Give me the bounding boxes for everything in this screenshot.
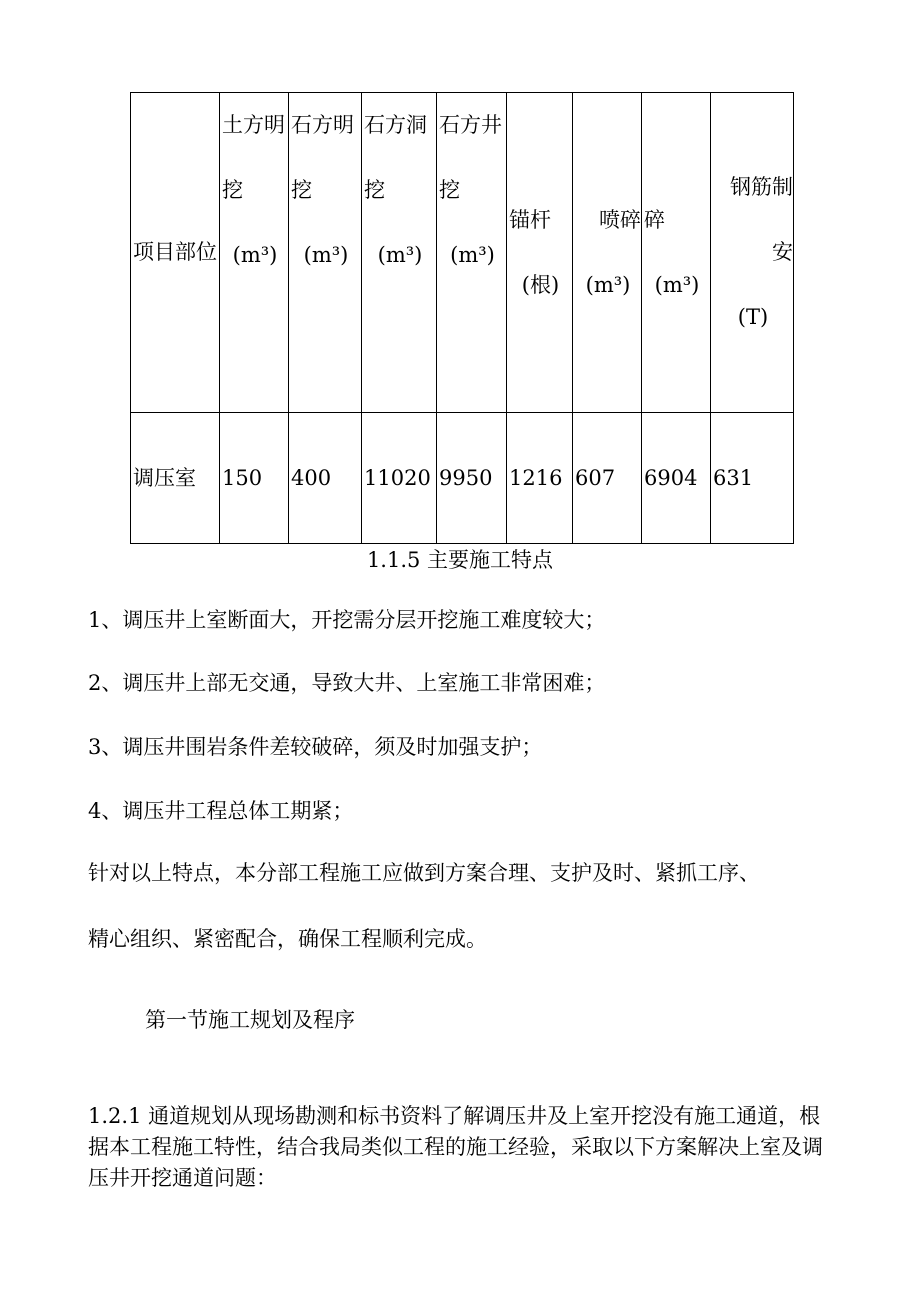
quantity-table [130, 92, 794, 544]
header-unit: (m³) [232, 243, 278, 267]
table-header-row [131, 93, 794, 413]
table-cell [131, 413, 220, 544]
header-unit: (m³) [585, 272, 631, 297]
header-label: 喷碎 [599, 207, 641, 232]
header-unit: (m³) [377, 243, 423, 267]
table-cell [507, 413, 573, 544]
feature-point: 2、调压井上部无交通，导致大井、上室施工非常困难； [88, 671, 606, 695]
header-cell [131, 93, 220, 413]
cell-value: 9950 [439, 465, 493, 490]
header-cell [362, 93, 437, 413]
subsection-title: 第一节施工规划及程序 [145, 1008, 355, 1032]
header-cell [437, 93, 507, 413]
body-paragraph: 1.2.1 通道规划从现场勘测和标书资料了解调压井及上室开挖没有施工通道，根据本工程施工特性，结合我局类似工程的施工经验，采取以下方案解决上室及调压井开挖通道问题： [88, 1104, 823, 1190]
header-unit: (m³) [303, 243, 349, 267]
header-cell [642, 93, 711, 413]
summary-line: 精心组织、紧密配合，确保工程顺利完成。 [88, 927, 487, 951]
cell-value: 150 [222, 465, 263, 490]
cell-value: 631 [713, 465, 754, 490]
cell-value: 1216 [509, 465, 563, 490]
table-cell [362, 413, 437, 544]
feature-point: 3、调压井围岩条件差较破碎，须及时加强支护； [88, 735, 543, 759]
header-label: 项目部位 [133, 240, 217, 264]
header-label: 钢筋制安 [730, 175, 793, 264]
header-unit: (T) [737, 305, 769, 329]
header-label: 土方明挖 [222, 113, 285, 202]
table-cell [220, 413, 289, 544]
cell-value: 400 [291, 465, 332, 490]
header-cell [573, 93, 642, 413]
header-label: 碎 [644, 207, 665, 232]
table-cell [711, 413, 794, 544]
summary-line: 针对以上特点，本分部工程施工应做到方案合理、支护及时、紧抓工序、 [88, 861, 760, 885]
header-unit: (m³) [450, 243, 495, 267]
header-label: 锚杆 [509, 207, 551, 232]
section-title: 1.1.5 主要施工特点 [366, 548, 554, 572]
header-unit: (根) [521, 272, 560, 297]
table-cell [642, 413, 711, 544]
header-label: 石方井挖 [439, 113, 502, 202]
header-cell [220, 93, 289, 413]
table-cell [573, 413, 642, 544]
header-cell [711, 93, 794, 413]
table-cell [289, 413, 362, 544]
row-location: 调压室 [133, 465, 196, 490]
header-label: 石方洞挖 [364, 113, 427, 202]
cell-value: 6904 [644, 465, 698, 490]
header-label: 石方明挖 [291, 113, 354, 202]
header-unit: (m³) [654, 272, 700, 297]
feature-point: 4、调压井工程总体工期紧； [88, 799, 354, 823]
header-cell [289, 93, 362, 413]
table-row [131, 413, 794, 544]
cell-value: 11020 [364, 465, 431, 490]
feature-point: 1、调压井上室断面大，开挖需分层开挖施工难度较大； [88, 608, 606, 632]
table-cell [437, 413, 507, 544]
header-cell [507, 93, 573, 413]
cell-value: 607 [575, 465, 616, 490]
